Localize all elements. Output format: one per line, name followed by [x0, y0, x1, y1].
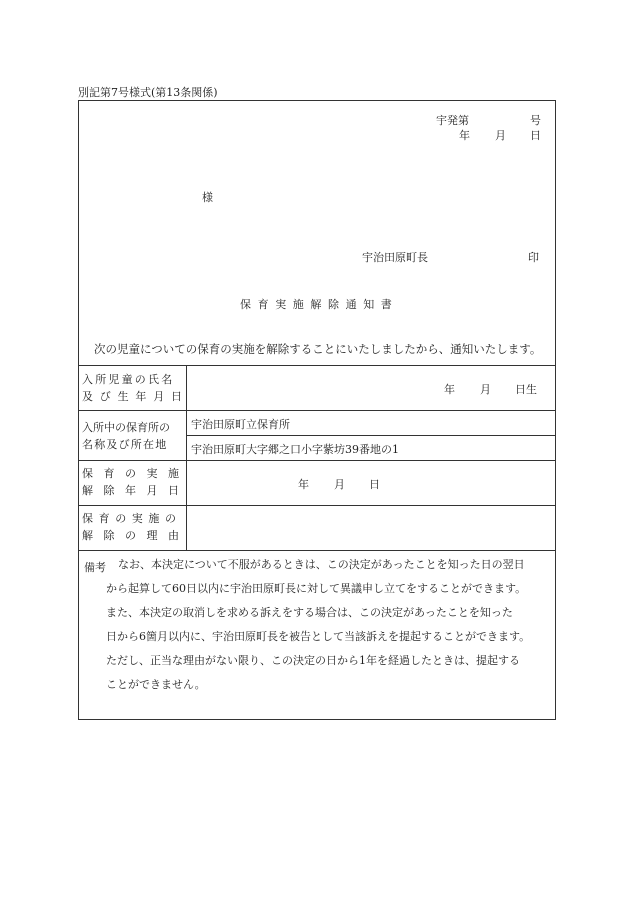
document-title: 保育実施解除通知書 [240, 298, 399, 311]
remarks-text [106, 553, 552, 697]
reason-label-line1: 保育の実施の [82, 512, 182, 525]
facility-label-line2: 名称及び所在地 [82, 438, 168, 451]
intro-text: 次の児童についての保育の実施を解除することにいたしましたから、通知いたします。 [94, 342, 542, 356]
table-row-line-3 [78, 505, 556, 506]
issuer-title: 宇治田原町長 [362, 251, 428, 264]
date-year-label: 年 [459, 129, 470, 142]
remarks-line-2: から起算して60日以内に宇治田原町長に対して異議申し立てをすることができます。 [106, 582, 527, 595]
facility-label [82, 419, 180, 453]
doc-number-prefix: 宇発第 [436, 114, 469, 127]
issuer-seal: 印 [528, 251, 539, 264]
release-month-label: 月 [334, 478, 345, 491]
date-month-label: 月 [495, 129, 506, 142]
table-top-line [78, 365, 556, 366]
facility-label-line1: 入所中の保育所の [82, 421, 170, 434]
release-day-label: 日 [369, 478, 380, 491]
remarks-line-3: また、本決定の取消しを求める訴えをする場合は、この決定があったことを知った [106, 606, 513, 619]
table-bottom-line [78, 550, 556, 551]
table-row-line-1 [78, 410, 556, 411]
remarks-line-4: 日から6箇月以内に、宇治田原町長を被告として当該訴えを提起することができます。 [106, 630, 531, 643]
release-date-label-line1: 保育の実施 [82, 467, 190, 480]
facility-address: 宇治田原町大字郷之口小字紫坊39番地の1 [191, 443, 399, 456]
release-year-label: 年 [298, 478, 309, 491]
remarks-line-6: ことができません。 [106, 678, 206, 691]
birth-year-label: 年 [444, 383, 455, 396]
birth-month-label: 月 [480, 383, 491, 396]
facility-split-line [186, 435, 556, 436]
child-label [82, 371, 189, 405]
doc-number-suffix: 号 [530, 114, 541, 127]
remarks-line-1: なお、本決定について不服があるときは、この決定があったことを知った日の翌日 [118, 558, 525, 571]
reason-label-line2: 解除の理由 [82, 529, 190, 542]
release-date-label [82, 465, 190, 499]
date-day-label: 日 [530, 129, 541, 142]
recipient-honorific: 様 [202, 191, 213, 204]
remarks-line-5: ただし、正当な理由がない限り、この決定の日から1年を経過したときは、提起する [106, 654, 520, 667]
form-caption: 別記第7号様式(第13条関係) [78, 86, 218, 99]
child-label-line2: 及び生年月日 [82, 390, 189, 403]
remarks-label: 備考 [84, 561, 106, 574]
reason-label [82, 510, 190, 544]
child-label-line1: 入所児童の氏名 [82, 373, 175, 386]
birth-day-label: 日生 [515, 383, 537, 396]
facility-name: 宇治田原町立保育所 [191, 418, 290, 431]
table-row-line-2 [78, 460, 556, 461]
release-date-label-line2: 解除年月日 [82, 484, 190, 497]
